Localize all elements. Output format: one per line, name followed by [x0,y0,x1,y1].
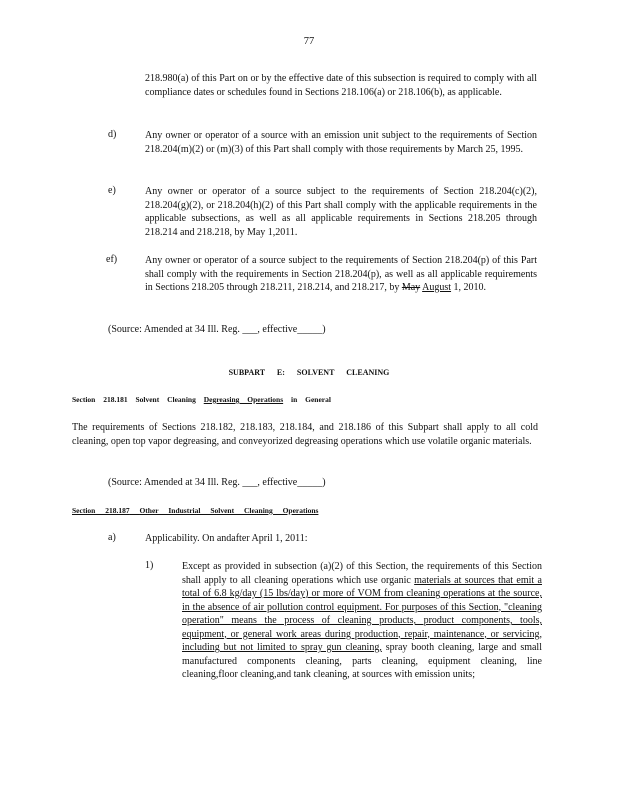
section-181-heading [72,395,452,404]
item-f-letter [106,254,117,265]
inserted-text: August [422,282,452,293]
sub-1-number: 1) [145,560,154,571]
item-e-letter: e) [108,185,116,196]
source-note: (Source: Amended at 34 Ill. Reg. ___, effective_____) [108,324,326,335]
subpart-heading: SUBPART E: SOLVENT CLEANING [228,368,390,377]
section-181-title-b: in General [291,395,331,404]
source-note: (Source: Amended at 34 Ill. Reg. ___, effective_____) [108,477,326,488]
section-181-number: Section 218.181 [72,395,128,404]
sub-a-text: Applicability. On andafter April 1, 2011: [145,533,308,544]
struck-text: May [401,282,421,293]
item-f-letter-text: ef) [106,254,118,265]
item-d-letter: d) [108,129,117,140]
sub-a-letter: a) [108,532,116,543]
sub-1-plain: Except as provided in subsection (a)(2) of this Section, the requirements of this Section shall apply to all cleaning operations which use organic [182,561,542,586]
sub-1-inserted: materials at sources that emit a total of 6.8 kg/day (15 lbs/day) or more of VOM from cleaning operations at the source, in the absence of air pollution control equipment. For purposes of this Section, "cleaning operation" means the process of cleaning products, product components, tools, equipment, or general work areas during production, repair, maintenance, or servicing, including but not limited to spray gun cleaning, [182,574,542,653]
section-181-title-a: Solvent Cleaning [135,395,196,404]
section-187-title: Other Industrial Solvent Cleaning Operations [139,506,319,515]
item-f-text [145,254,537,295]
item-f-text-tail: 1, 2010. [451,282,487,293]
sub-1-tail: spray booth cleaning, large and small manufactured components cleaning, parts cleaning, equipment cleaning, line cleaning,floor cleaning,and tank cleaning, at sources with emission units; [182,642,542,680]
sub-1-text [182,560,542,682]
page-number: 77 [303,36,315,47]
section-187-heading [72,506,396,515]
section-187-number: Section 218.187 [72,506,130,515]
item-f-text-body: Any owner or operator of a source subject to the requirements of Section 218.204(p) of this Part shall comply with the requirements in Section 218.204(p), as well as all applicable requirements in Sections 218.205 through 218.211, 218.214, and 218.217, by [145,255,537,293]
continued-paragraph: 218.980(a) of this Part on or by the effective date of this subsection is required to comply with all compliance dates or schedules found in Sections 218.106(a) or 218.106(b), as applicable. [145,73,537,98]
section-181-title-underlined: Degreasing Operations [203,395,284,404]
item-d-text: Any owner or operator of a source with an emission unit subject to the requirements of Section 218.204(m)(2) or (m)(3) of this Part shall comply with those requirements by March 25, 1995. [145,130,537,155]
section-181-body: The requirements of Sections 218.182, 218.183, 218.184, and 218.186 of this Subpart shall apply to all cold cleaning, open top vapor degreasing, and conveyorized degreasing operations which use volatile organic materials. [72,422,538,447]
item-e-text: Any owner or operator of a source subject to the requirements of Section 218.204(c)(2), 218.204(g)(2), or 218.204(h)(2) of this Part shall comply with the applicable requirements in the applicable subsections, as well as all applicable requirements in Sections 218.205 through 218.214 and 218.218, by May 1,2011. [145,186,537,238]
